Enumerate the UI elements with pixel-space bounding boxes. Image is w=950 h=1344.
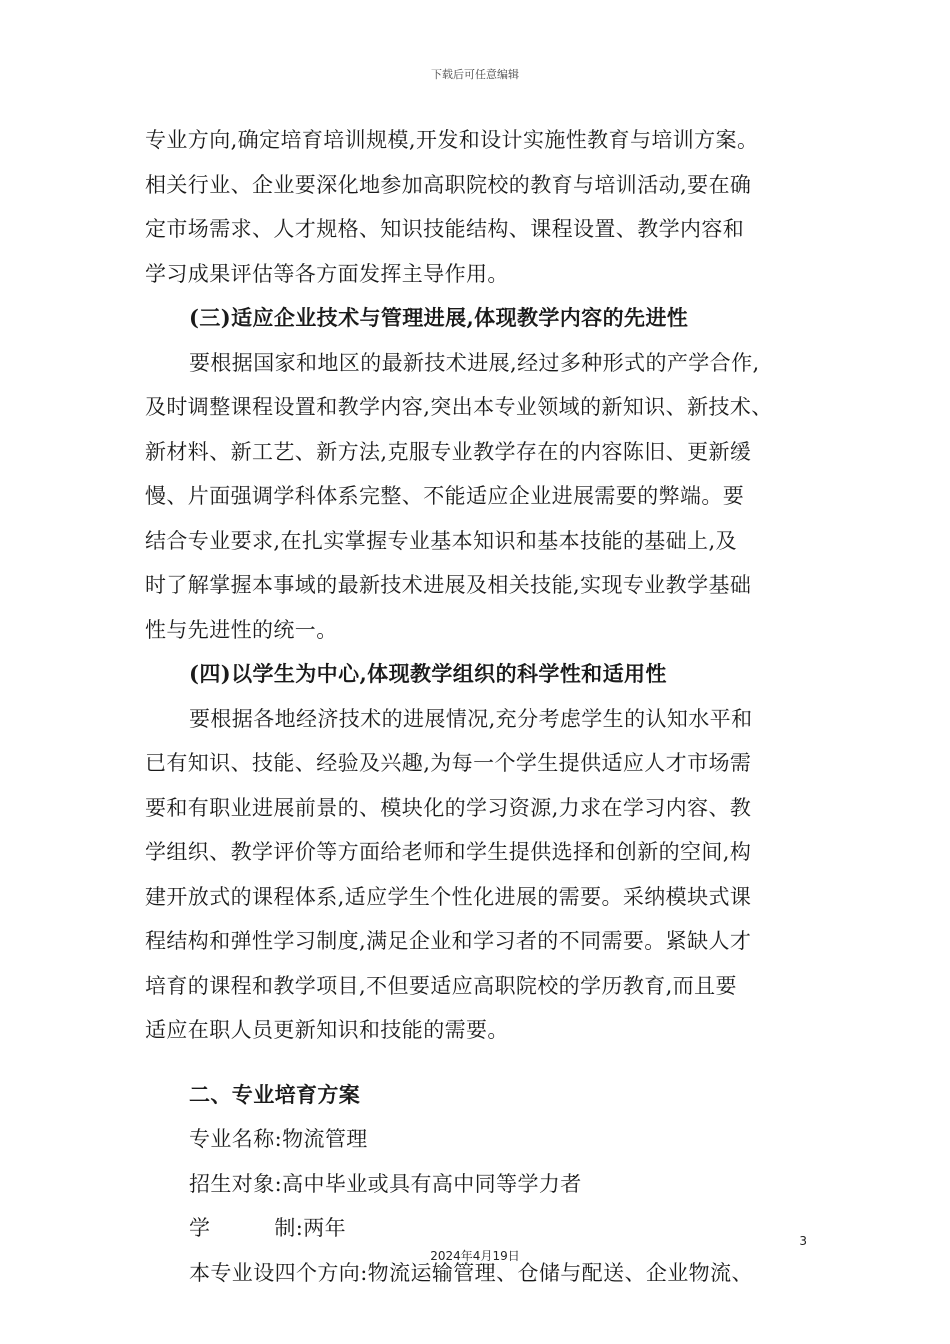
paragraph-line: 培育的课程和教学项目,不但要适应高职院校的学历教育,而且要: [145, 973, 737, 998]
paragraph-line: 结合专业要求,在扎实掌握专业基本知识和基本技能的基础上,及: [145, 528, 737, 553]
page-footer-date: 2024年4月19日: [430, 1249, 520, 1263]
page-number: 3: [799, 1234, 807, 1248]
paragraph-line: 新材料、新工艺、新方法,克服专业教学存在的内容陈旧、更新缓: [145, 439, 752, 464]
paragraph-line: 性与先进性的统一。: [145, 617, 338, 642]
paragraph-line: 相关行业、企业要深化地参加高职院校的教育与培训活动,要在确: [145, 172, 752, 197]
paragraph-line: 要和有职业进展前景的、模块化的学习资源,力求在学习内容、教: [145, 795, 752, 820]
section-heading-3: (三)适应企业技术与管理进展,体现教学内容的先进性: [189, 305, 689, 330]
enrollment-target: 招生对象:高中毕业或具有高中同等学力者: [189, 1171, 582, 1196]
duration-label-first: 学: [189, 1216, 211, 1240]
page-header: 下载后可任意编辑: [431, 68, 519, 81]
paragraph-line: 建开放式的课程体系,适应学生个性化进展的需要。采纳模块式课: [145, 884, 752, 909]
paragraph-line: 时了解掌握本事域的最新技术进展及相关技能,实现专业教学基础: [145, 573, 752, 597]
paragraph-line: 慢、片面强调学科体系完整、不能适应企业进展需要的弊端。要: [145, 484, 745, 508]
paragraph-line: 已有知识、技能、经验及兴趣,为每一个学生提供适应人才市场需: [145, 751, 752, 775]
paragraph-line: 专业方向,确定培育培训规模,开发和设计实施性教育与培训方案。: [145, 128, 759, 152]
paragraph-line: 定市场需求、人才规格、知识技能结构、课程设置、教学内容和: [145, 217, 745, 241]
paragraph-line: 适应在职人员更新知识和技能的需要。: [145, 1018, 509, 1042]
document-body: [145, 118, 825, 1295]
section-title: 二、专业培育方案: [189, 1081, 361, 1107]
paragraph-line: 程结构和弹性学习制度,满足企业和学习者的不同需要。紧缺人才: [145, 929, 752, 953]
paragraph-line: 学习成果评估等各方面发挥主导作用。: [145, 261, 509, 286]
section-spacer: [145, 1053, 825, 1073]
program-directions: 本专业设四个方向:物流运输管理、仓储与配送、企业物流、: [189, 1260, 753, 1285]
program-duration: [145, 1206, 825, 1251]
duration-label-rest: 制:两年: [274, 1216, 347, 1240]
paragraph-line: 学组织、教学评价等方面给老师和学生提供选择和创新的空间,构: [145, 840, 752, 864]
paragraph-line: 要根据国家和地区的最新技术进展,经过多种形式的产学合作,: [189, 350, 760, 375]
major-name: 专业名称:物流管理: [189, 1127, 368, 1151]
section-heading-4: (四)以学生为中心,体现教学组织的科学性和适用性: [189, 661, 667, 686]
paragraph-line: 及时调整课程设置和教学内容,突出本专业领域的新知识、新技术、: [145, 395, 773, 419]
paragraph-line: 要根据各地经济技术的进展情况,充分考虑学生的认知水平和: [189, 706, 753, 731]
